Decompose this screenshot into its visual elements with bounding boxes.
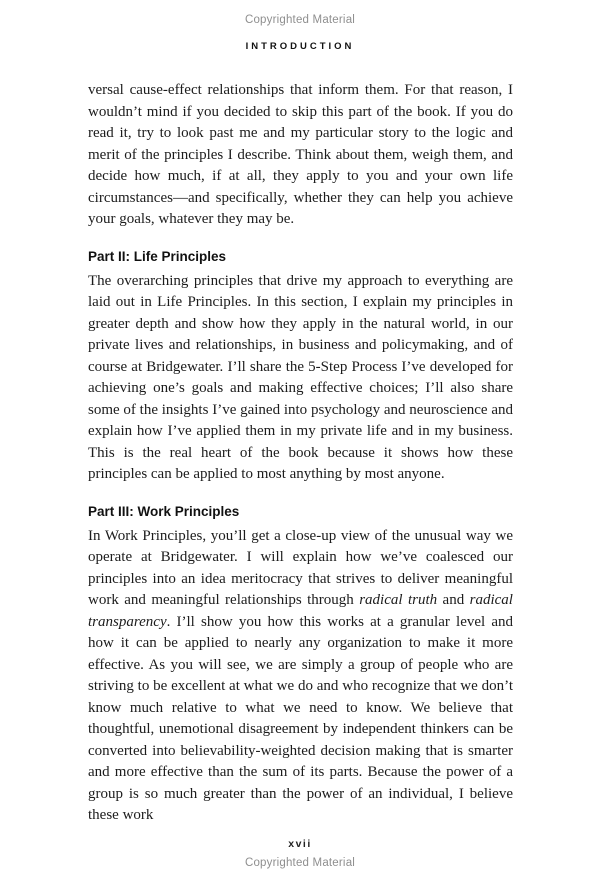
- copyright-notice-bottom: Copyrighted Material: [244, 857, 356, 869]
- page-footer: [0, 838, 600, 869]
- running-head-introduction: INTRODUCTION: [245, 41, 355, 52]
- page-number: xvii: [288, 838, 312, 850]
- paragraph-3: In Work Principles, you’ll get a close-up view of the unusual way we operate at Bridgewater. I will explain how we’ve coalesced our principles into an idea meritocracy that strives to deliver meaningful work and meaningful relationships through radical truth and radical transparency. I’ll show you how this works at a granular level and how it can be applied to nearly any organization to make it more effective. As you will see, we are simply a group of people who are striving to be excellent at what we do and who recognize that we don’t know much relative to what we need to know. We believe that thoughtful, unemotional disagreement by independent thinkers can be converted into believability-weighted decision making that is smarter and more effective than the sum of its parts. Because the power of a group is so much greater than the power of an individual, I believe these work: [88, 527, 513, 823]
- paragraph-1: versal cause-effect relationships that inform them. For that reason, I wouldn’t mind if you decided to skip this part of the book. If you do read it, try to look past me and my particular story to the logic and merit of the principles I describe. Think about them, weigh them, and decide how much, if at all, they apply to you and your own life circumstances—and specifically, whether they can help you achieve your goals, whatever they may be.: [88, 82, 513, 227]
- copyright-notice-top: Copyrighted Material: [244, 14, 356, 26]
- paragraph-2: The overarching principles that drive my approach to everything are laid out in Life Principles. In this section, I explain my principles in greater depth and show how they apply in the natural world, in our private lives and relationships, in business and policymaking, and of course at Bridgewater. I’ll share the 5-Step Process I’ve developed for achieving one’s goals and making effective choices; I’ll also share some of the insights I’ve gained into psychology and neuroscience and explain how I’ve applied them in my private life and in my business. This is the real heart of the book because it shows how these principles can be applied to most anything by most anyone.: [88, 272, 513, 482]
- page-body: [88, 80, 513, 827]
- heading-part-3-work-principles: Part III: Work Principles: [88, 503, 240, 519]
- heading-part-2-life-principles: Part II: Life Principles: [88, 248, 227, 264]
